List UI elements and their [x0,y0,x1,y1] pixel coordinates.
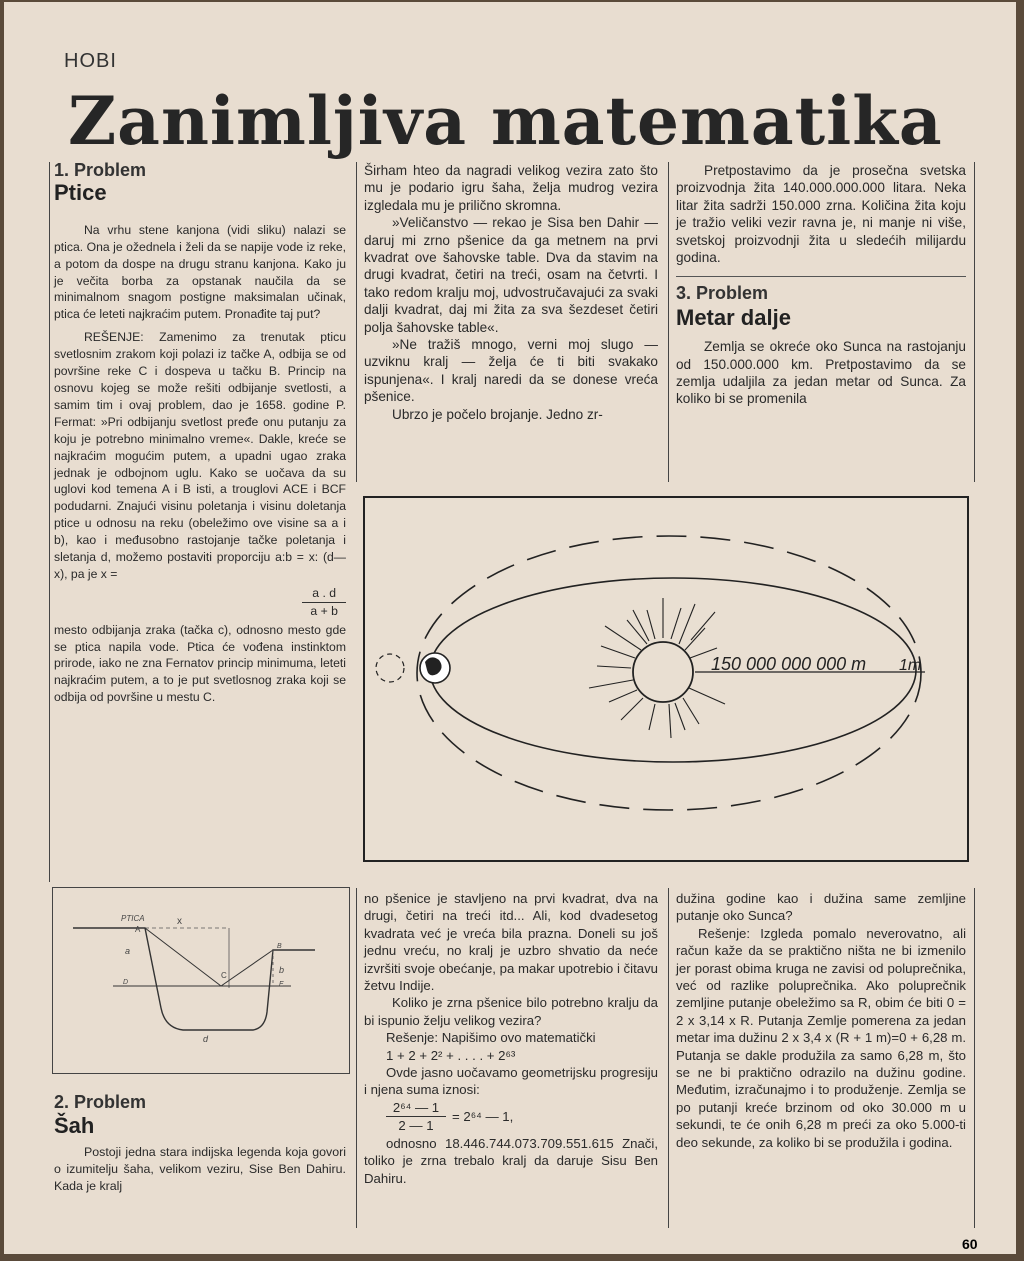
geometric-series: 1 + 2 + 2² + . . . . + 2⁶³ [386,1047,516,1063]
distance-label: 150 000 000 000 m [711,654,867,674]
column-rule [668,888,669,1228]
formula-x [54,585,346,620]
label-x: x [177,916,182,927]
chess-solution-sum-intro: Ovde jasno uočavamo geometrijsku progresiju i njena suma iznosi: [364,1065,658,1098]
column-chess-story [364,162,658,423]
chess-paragraph: »Ne tražiš mnogo, verni moj slugo — uzviknu kralj — želja će ti biti svakako ispunjena«. I kralj naredi da se donese vreća pšenice. [364,337,658,405]
column-rule [974,162,975,482]
chess-paragraph: Širham hteo da nagradi velikog vezira zato što mu je podario igru šaha, želja mudrog vezira izgledala mu je prilično skromna. [364,163,658,213]
section-label: HOBI [64,50,117,72]
label-E: E [279,981,284,988]
orbit-diagram [365,498,967,860]
sum-numerator: 2⁶⁴ — 1 [386,1099,446,1117]
label-a: a [125,946,131,956]
chess-paragraph: »Veličanstvo — rekao je Sisa ben Dahir — daruj mi zrno pšenice da ga metnem na prvi kvadrat ove šahovske table. Dva da stavim na drugi kvadrat, četiri na treći, osam na četvrti. I tako redom kralju moj, udvostručavajući za svaki dalji kvadrat, daj mi žita za sva šezdeset četiri polja šahovske table«. [364,215,658,335]
label-B: B [277,943,282,950]
chess-solution-intro: Rešenje: Napišimo ovo matematički [386,1030,596,1046]
column-rule [974,888,975,1228]
column-problem-3 [676,162,966,408]
canyon-figure [52,887,350,1074]
formula-denominator: a + b [310,603,338,618]
column-orbit-solution [676,890,966,1151]
column-rule [356,888,357,1228]
label-D: D [123,979,129,986]
column-rule [49,162,50,882]
chess-paragraph: Ubrzo je počelo brojanje. Jedno zr- [392,406,603,422]
label-b: b [279,965,285,975]
page-number: 60 [962,1236,978,1252]
column-rule [356,162,357,482]
magazine-page [4,2,1016,1254]
orbit-question-end: dužina godine kao i dužina same zemljine putanje oko Sunca? [676,891,966,924]
problem-3-name: Metar dalje [676,304,791,330]
sum-result: = 2⁶⁴ — 1, [452,1109,514,1125]
problem-2-text: Postoji jedna stara indijska legenda koja govori o izumitelju šaha, velikom veziru, Sise Ben Dahiru. Kada je kralj [54,1145,346,1193]
orbit-solution: Rešenje: Izgleda pomalo neverovatno, ali račun kaže da se praktično ništa ne bi izmenilo jer porast obima kruga ne zavisi od poluprečnika, već od razlike poluprečnika. Ako poluprečnik zemljine putanje obeležimo sa R, obim će biti 0 = 2 x 3,14 x R. Putanja Zemlje pomerena za jedan metar ima dužinu 2 x 3,4 x (R + 1 m)=0 + 6,28 m. Putanja se dakle produžila za samo 6,28 m, što se ne bi praktično odrazilo na dužinu godine. Međutim, izračunajmo i to produženje. Zemlja se po putanji kreće brzinom od oko 30.000 m u sekundi, te će onih 6,28 m preći za oko 5.000-ti deo sekunde, za koliko bi se produžila i godina. [676,925,966,1150]
problem-2-name: Šah [54,1113,95,1138]
label-C: C [221,971,227,980]
problem-2-number: 2. Problem [54,1092,147,1112]
column-problem-1 [54,162,346,706]
chess-question: Koliko je zrna pšenice bilo potrebno kralju da bi ispunio želju velikog vezira? [364,995,658,1028]
one-meter-label: 1m [899,657,922,674]
problem-1-solution: REŠENJE: Zamenimo za trenutak pticu svetlosnim zrakom koji polazi iz tačke A, odbija se od površine reke C i dospeva u tačku B. Princip na osnovu kojeg se može rešiti odbijanje svetlosti, a samim tim i ovaj problem, dao je 1658. godine P. Fermat: »Pri odbijanju svetlost pređe onu putanju za koju je potrebno minimalno vreme«. Dakle, kreće se najkraćim mogućim putem, a upadni ugao zraka jednak je odbojnom uglu. Kako se uočava da su uglovi kod temena A i B isti, a trouglovi ACE i BCF podudarni. Znajući visinu poletanja i visinu doletanja ptice u odnosu na reku (obeležimo ove visine sa a i b), kao i međusobno rastojanje tačke poletanja i sletanja d, možemo postaviti proporciju a:b = x: (d—x), pa je x = [54,330,346,581]
label-d: d [203,1034,209,1044]
column-problem-2 [54,1094,346,1195]
problem-3-number: 3. Problem [676,283,769,304]
formula-numerator: a . d [302,585,346,603]
orbit-figure [363,496,969,862]
chess-solution-paragraph: no pšenice je stavljeno na prvi kvadrat, dva na drugi, četiri na treći itd... Ali, kod dvadesetog kvadrata već je vreća bila prazna. Doneli su još jednu vreću, no kralj je uzbro shvatio da neće izvršiti svoje obećanje, pa makar upotrebio i čitavu žetvu Indije. [364,891,658,994]
problem-1-conclusion: mesto odbijanja zraka (tačka c), odnosno mesto gde se ptica napila vode. Ptica će vođena instinktom prirode, iako ne zna Fernatov princip minimuma, leteti najkraćim putem, a to je put svetlosnog zraka koji se odbija od površine u mestu C. [54,622,346,705]
problem-1-text: Na vrhu stene kanjona (vidi sliku) nalazi se ptica. Ona je ožednela i želi da se napije vode iz reke, a potom da dospe na drugu stranu kanjona. Kako ju je večita borba za opstanak naučila da se minimalnom snagom postigne maksimalan učinak, ptica će leteti najkraćim putem. Pronađite taj put? [54,222,346,322]
sum-denominator: 2 — 1 [398,1118,434,1134]
problem-1-name: Ptice [54,179,107,205]
column-rule [668,162,669,482]
chess-total: odnosno 18.446.744.073.709.551.615 Znači, toliko je zrna trebalo kralj da daruje Sisu Ben Dahiru. [364,1135,658,1186]
label-ptica: PTICA [121,914,145,923]
label-A: A [135,925,141,934]
problem-3-text: Zemlja se okreće oko Sunca na rastojanju od 150.000.000 km. Pretpostavimo da se zemlja udaljila za jedan metar od Sunca. Za koliko bi se promenila [676,339,966,407]
canyon-diagram [53,888,349,1073]
column-chess-solution [364,890,658,1187]
sum-formula [364,1099,658,1135]
grain-paragraph: Pretpostavimo da je prosečna svetska proizvodnja žita 140.000.000.000 litara. Neka litar žita sadrži 150.000 zrna. Količina žita koju je tražio veliki vezir ravna je, ni manje ni više, svetskoj proizvodnji žita u sledećih milijardu godina. [676,163,966,266]
problem-1-number: 1. Problem [54,160,147,180]
page-title: Zanimljiva matematika [68,82,943,160]
